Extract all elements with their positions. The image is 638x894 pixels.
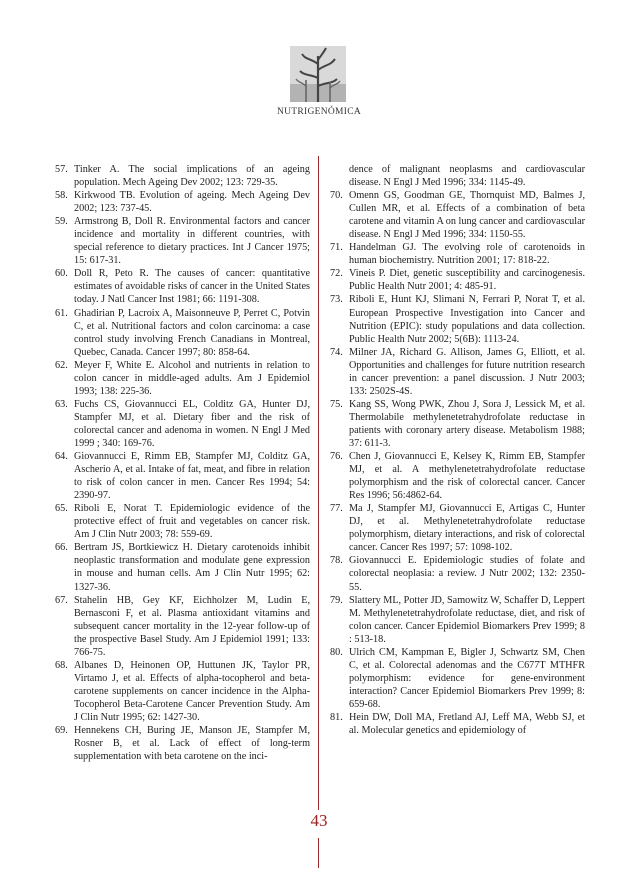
reference-text: Riboli E, Norat T. Epidemiologic evidence of the protective effect of fruit and vegetables on cancer risk. Am J Clin Nutr 2003; 78: 559-69. — [74, 503, 310, 541]
reference-item — [330, 398, 585, 450]
reference-item — [330, 711, 585, 737]
reference-text: Omenn GS, Goodman GE, Thornquist MD, Balmes J, Cullen MR, et al. Effects of a combination of beta carotene and vitamin A on lung cancer and cardiovascular disease. N Engl J Med 1996; 334: 1150-55. — [349, 190, 585, 241]
reference-text: Armstrong B, Doll R. Environmental factors and cancer incidence and mortality in different countries, with special reference to dietary practices. Int J Cancer 1975; 15: 617-31. — [74, 216, 310, 267]
reference-number: 60. — [55, 268, 68, 280]
reference-text: Handelman GJ. The evolving role of carotenoids in human biochemistry. Nutrition 2001; 17: 818-22. — [349, 242, 585, 267]
reference-text: Riboli E, Hunt KJ, Slimani N, Ferrari P, Norat T, et al. European Prospective Investigation into Cancer and Nutrition (EPIC): study populations and data collection. Public Health Nutr 2002; 5(6B): 1113-24. — [349, 294, 585, 345]
reference-number: 68. — [55, 659, 68, 671]
reference-item — [55, 215, 310, 267]
reference-number: 70. — [330, 190, 343, 202]
reference-item — [55, 307, 310, 359]
reference-text: Bertram JS, Bortkiewicz H. Dietary carotenoids inhibit neoplastic transformation and modulate gene expression in mouse and human cells. Am J Clin Nutr 1995; 62: 1327-36. — [74, 542, 310, 593]
reference-item — [330, 554, 585, 593]
reference-item — [55, 659, 310, 724]
left-column — [55, 163, 310, 763]
reference-number: 72. — [330, 268, 343, 280]
reference-item — [55, 594, 310, 659]
reference-number: 59. — [55, 216, 68, 228]
reference-item — [330, 646, 585, 711]
reference-continuation: dence of malignant neoplasms and cardiovascular disease. N Engl J Med 1996; 334: 1145-49. — [349, 164, 585, 189]
column-divider — [318, 156, 319, 810]
reference-text: Kirkwood TB. Evolution of ageing. Mech Ageing Dev 2002; 123: 737-45. — [74, 190, 310, 215]
reference-number: 69. — [55, 725, 68, 737]
reference-number: 65. — [55, 503, 68, 515]
reference-item — [330, 346, 585, 398]
reference-text: Giovannucci E, Rimm EB, Stampfer MJ, Colditz GA, Ascherio A, et al. Intake of fat, meat, and fibre in relation to risk of colon cancer in men. Cancer Res 1994; 54: 2390-97. — [74, 451, 310, 502]
reference-text: Vineis P. Diet, genetic susceptibility and carcinogenesis. Public Health Nutr 2001; 4: 485-91. — [349, 268, 585, 293]
reference-number: 77. — [330, 503, 343, 515]
reference-text: Ma J, Stampfer MJ, Giovannucci E, Artigas C, Hunter DJ, et al. Methylenetetrahydrofolate reductase polymorphism, dietary interactions, and risk of colorectal cancer. Cancer Res 1997; 57: 1098-102. — [349, 503, 585, 554]
reference-text: Hein DW, Doll MA, Fretland AJ, Leff MA, Webb SJ, et al. Molecular genetics and epidemiology of — [349, 711, 585, 737]
reference-number: 76. — [330, 451, 343, 463]
reference-item — [330, 241, 585, 267]
reference-item — [55, 398, 310, 450]
reference-number: 71. — [330, 242, 343, 254]
reference-text: Tinker A. The social implications of an ageing population. Mech Ageing Dev 2002; 123: 729-35. — [74, 164, 310, 189]
reference-text: Fuchs CS, Giovannucci EL, Colditz GA, Hunter DJ, Stampfer MJ, et al. Dietary fiber and the risk of colorectal cancer and adenoma in women. N Engl J Med 1999 ; 340: 169-76. — [74, 398, 310, 449]
reference-number: 61. — [55, 307, 68, 319]
reference-number: 78. — [330, 555, 343, 567]
reference-item — [55, 541, 310, 593]
reference-text: Giovannucci E. Epidemiologic studies of folate and colorectal neoplasia: a review. J Nutr 2002; 132: 2350-55. — [349, 555, 585, 593]
reference-item — [55, 359, 310, 398]
reference-text: Ulrich CM, Kampman E, Bigler J, Schwartz SM, Chen C, et al. Colorectal adenomas and the C677T MTHFR polymorphism: evidence for gene-environment interaction? Cancer Epidemiol Biomarkers Prev 1999; 8: 659-68. — [349, 646, 585, 710]
reference-number: 73. — [330, 294, 343, 306]
reference-number: 74. — [330, 346, 343, 358]
reference-item — [330, 189, 585, 241]
reference-item — [330, 267, 585, 293]
reference-text: Slattery ML, Potter JD, Samowitz W, Schaffer D, Leppert M. Methylenetetrahydrofolate reductase, diet, and risk of colon cancer. Cancer Epidemiol Biomarkers Prev 1999; 8 : 513-18. — [349, 594, 585, 645]
reference-text: Doll R, Peto R. The causes of cancer: quantitative estimates of avoidable risks of cancer in the United States today. J Natl Cancer Inst 1981; 66: 1191-308. — [74, 268, 310, 306]
plant-logo-icon — [288, 44, 348, 104]
reference-number: 57. — [55, 164, 68, 175]
reference-item — [330, 293, 585, 345]
reference-text: Meyer F, White E. Alcohol and nutrients in relation to colon cancer in middle-aged adults. Am J Epidemiol 1993; 138: 225-36. — [74, 359, 310, 397]
reference-text: Ghadirian P, Lacroix A, Maisonneuve P, Perret C, Potvin C, et al. Nutritional factors and colon carcinoma: a case control study involving French Canadians in Montreal, Quebec, Canada. Cancer 1997; 80: 858-64. — [74, 307, 310, 358]
reference-number: 67. — [55, 594, 68, 606]
reference-number: 75. — [330, 398, 343, 410]
reference-item — [330, 502, 585, 554]
reference-item — [55, 267, 310, 306]
reference-number: 64. — [55, 451, 68, 463]
page-number: 43 — [310, 811, 328, 830]
page-number-rule — [318, 838, 319, 868]
reference-item — [55, 502, 310, 541]
reference-number: 80. — [330, 646, 343, 658]
reference-text: Albanes D, Heinonen OP, Huttunen JK, Taylor PR, Virtamo J, et al. Effects of alpha-tocopherol and beta-carotene supplements on cancer incidence in the Alpha-Tocopherol Beta-Carotene Cancer Prevention Study. Am J Clin Nutr 1995; 62: 1427-30. — [74, 659, 310, 723]
right-column — [330, 163, 585, 737]
reference-number: 79. — [330, 594, 343, 606]
reference-number: 63. — [55, 398, 68, 410]
reference-text: Chen J, Giovannucci E, Kelsey K, Rimm EB, Stampfer MJ, et al. A methylenetetrahydrofolate reductase polymorphism and the risk of colorectal cancer. Cancer Res 1996; 56:4862-64. — [349, 451, 585, 502]
reference-number: 81. — [330, 711, 343, 723]
reference-number: 66. — [55, 542, 68, 554]
reference-item — [330, 450, 585, 502]
reference-text: Stahelin HB, Gey KF, Eichholzer M, Ludin E, Bernasconi F, et al. Plasma antioxidant vitamins and subsequent cancer mortality in the 12-year follow-up of the prospective Basel Study. Am J Epidemiol 1991; 133: 766-75. — [74, 594, 310, 658]
reference-item — [55, 450, 310, 502]
reference-text: Hennekens CH, Buring JE, Manson JE, Stampfer M, Rosner B, et al. Lack of effect of long-term supplementation with beta carotene on the inci- — [74, 725, 310, 763]
reference-number: 62. — [55, 359, 68, 371]
reference-text: Milner JA, Richard G. Allison, James G, Elliott, et al. Opportunities and challenges for future nutrition research in cancer prevention: a panel discussion. J Nutr 2003; 133: 2502S-4S. — [349, 346, 585, 397]
reference-text: Kang SS, Wong PWK, Zhou J, Sora J, Lessick M, et al. Thermolabile methylenetetrahydrofolate reductase in patients with coronary artery disease. Metabolism 1988; 37: 611-3. — [349, 398, 585, 449]
reference-number: 58. — [55, 190, 68, 202]
reference-item — [55, 163, 310, 189]
section-title: NUTRIGENÓMICA — [276, 107, 362, 117]
reference-item — [55, 724, 310, 763]
reference-item — [330, 594, 585, 646]
reference-item — [55, 189, 310, 215]
